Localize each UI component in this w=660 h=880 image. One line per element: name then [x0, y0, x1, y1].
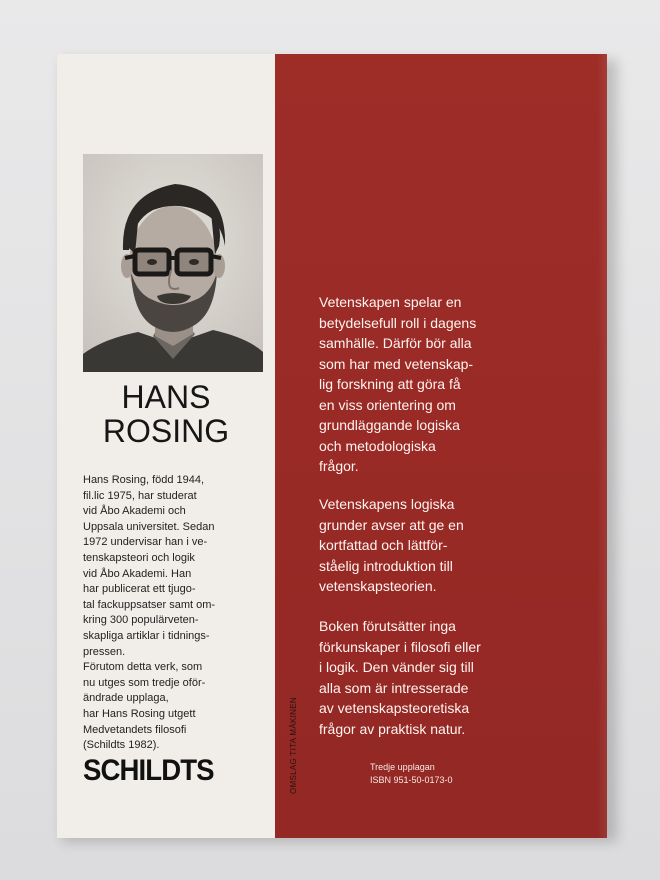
author-portrait-illustration [83, 154, 263, 372]
author-name [57, 380, 275, 448]
edition-info: Tredje upplagan ISBN 951-50-0173-0 [370, 762, 453, 785]
book-back-cover [57, 54, 607, 838]
left-panel [57, 54, 275, 838]
publisher-logo: SCHILDTS [83, 754, 214, 787]
author-first-name: HANS [121, 379, 211, 415]
blurb-paragraph-3: Boken förutsätter inga förkunskaper i filosofi eller i logik. Den vänder sig till alla som är intresserade av vetenskapsteoretiska frågor av praktisk natur. [319, 618, 481, 737]
author-last-name: ROSING [102, 413, 230, 449]
blurb-paragraph-2: Vetenskapens logiska grunder avser att ge en kortfattad och lättför- ståelig introduktion till vetenskapsteorien. [319, 496, 464, 594]
author-bio: Hans Rosing, född 1944, fil.lic 1975, har studerat vid Åbo Akademi och Uppsala universitet. Sedan 1972 undervisar han i ve- tenskapsteori och logik vid Åbo Akademi. Han har publicerat ett tjugo- tal fackuppsatser samt om- kring 300 populärveten- skapliga artiklar i tidnings- pressen. Förutom detta verk, som nu utges som tredje oför- ändrade upplaga, har Hans Rosing utgett Medvetandets filosofi (Schildts 1982). [83, 474, 216, 752]
author-portrait [83, 154, 263, 372]
blurb-paragraph-1: Vetenskapen spelar en betydelsefull roll i dagens samhälle. Därför bör alla som har med vetenskap- lig forskning att göra få en viss orientering om grundläggande logiska och metodologiska frågor. [319, 294, 477, 474]
cover-credit: OMSLAG TITA MÄKINEN [289, 697, 298, 794]
